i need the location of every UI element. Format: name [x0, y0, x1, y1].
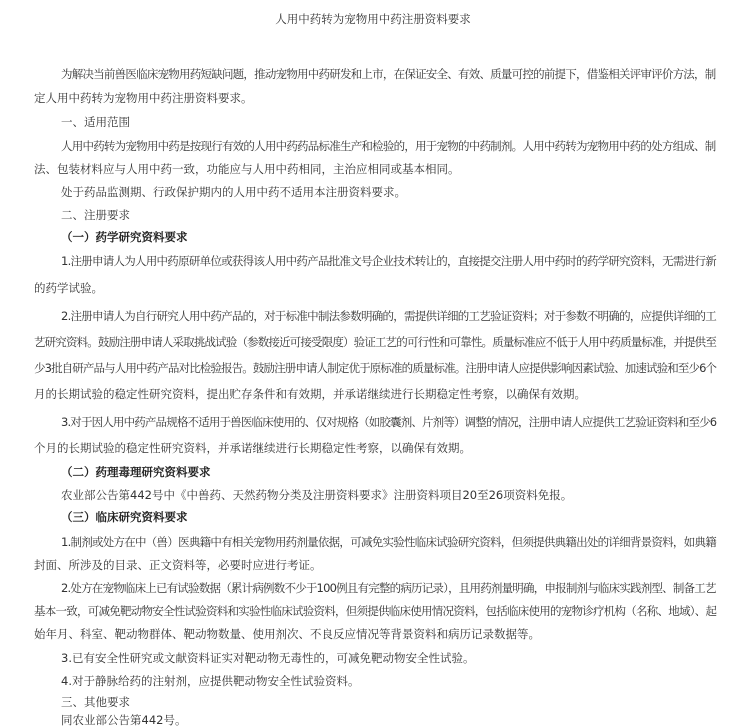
paragraph-line: 封面、所涉及的目录、正文资料等，必要时应进行考证。: [34, 558, 322, 572]
paragraph-line: 农业部公告第442号中《中兽药、天然药物分类及注册资料要求》注册资料项目20至26项资料免报。: [61, 488, 573, 502]
paragraph-line: 1.制剂或处方在中（兽）医典籍中有相关宠物用药剂量依据，可减免实验性临床试验研究资料，但须提供典籍出处的详细背景资料，如典籍: [61, 535, 716, 549]
paragraph-line: 艺研究资料。鼓励注册申请人采取挑战试验（参数接近可接受限度）验证工艺的可行性和可靠性。质量标准应不低于人用中药质量标准，并提供至: [34, 335, 716, 349]
paragraph-line: 为解决当前兽医临床宠物用药短缺问题，推动宠物用中药研发和上市，在保证安全、有效、质量可控的前提下，借鉴相关评审评价方法，制: [61, 67, 716, 81]
paragraph-line: 1.注册申请人为人用中药原研单位或获得该人用中药产品批准文号企业技术转让的，直接提交注册人用中药时的药学研究资料，无需进行新: [61, 254, 716, 268]
paragraph-line: 的药学试验。: [34, 281, 103, 295]
subsection-heading: （三）临床研究资料要求: [61, 510, 188, 524]
section-heading: 二、注册要求: [61, 208, 130, 222]
paragraph-line: 月的长期试验的稳定性研究资料，提出贮存条件和有效期，并承诺继续进行长期稳定性考察，以确保有效期。: [34, 387, 586, 401]
paragraph-line: 少3批自研产品与人用中药产品对比检验报告。鼓励注册申请人制定优于原标准的质量标准。注册申请人应提供影响因素试验、加速试验和至少6个: [34, 361, 717, 375]
paragraph-line: 2.处方在宠物临床上已有试验数据（累计病例数不少于100例且有完整的病历记录），且用药剂量明确，申报制剂与临床实践剂型、制备工艺: [61, 581, 716, 595]
paragraph-line: 基本一致，可减免靶动物安全性试验资料和实验性临床试验资料，但须提供临床使用情况资料，包括临床使用的宠物诊疗机构（名称、地域）、起: [34, 604, 717, 618]
section-heading: 一、适用范围: [61, 115, 130, 129]
document-title: 人用中药转为宠物用中药注册资料要求: [275, 12, 471, 26]
paragraph-line: 人用中药转为宠物用中药是按现行有效的人用中药药品标准生产和检验的，用于宠物的中药制剂。人用中药转为宠物用中药的处方组成、制: [61, 139, 716, 153]
paragraph-line: 定人用中药转为宠物用中药注册资料要求。: [34, 91, 253, 105]
paragraph-line: 2.注册申请人为自行研究人用中药产品的，对于标准中制法参数明确的，需提供详细的工艺验证资料；对于参数不明确的，应提供详细的工: [61, 309, 716, 323]
subsection-heading: （一）药学研究资料要求: [61, 230, 188, 244]
paragraph-line: 3.已有安全性研究或文献资料证实对靶动物无毒性的，可减免靶动物安全性试验。: [61, 651, 475, 665]
paragraph-line: 4.对于静脉给药的注射剂，应提供靶动物安全性试验资料。: [61, 674, 360, 688]
subsection-heading: （二）药理毒理研究资料要求: [61, 465, 211, 479]
paragraph-line: 个月的长期试验的稳定性研究资料，并承诺继续进行长期稳定性考察，以确保有效期。: [34, 441, 471, 455]
paragraph-line: 法、包装材料应与人用中药一致，功能应与人用中药相同，主治应相同或基本相同。: [34, 162, 460, 176]
section-heading: 三、其他要求: [61, 695, 130, 709]
paragraph-line: 始年月、科室、靶动物群体、靶动物数量、使用剂次、不良反应情况等背景资料和病历记录数据等。: [34, 627, 540, 641]
paragraph-line: 3.对于因人用中药产品规格不适用于兽医临床使用的、仅对规格（如胶囊剂、片剂等）调整的情况，注册申请人应提供工艺验证资料和至少6: [61, 415, 717, 429]
paragraph-line: 处于药品监测期、行政保护期内的人用中药不适用本注册资料要求。: [61, 185, 406, 199]
paragraph-line: 同农业部公告第442号。: [61, 713, 187, 727]
